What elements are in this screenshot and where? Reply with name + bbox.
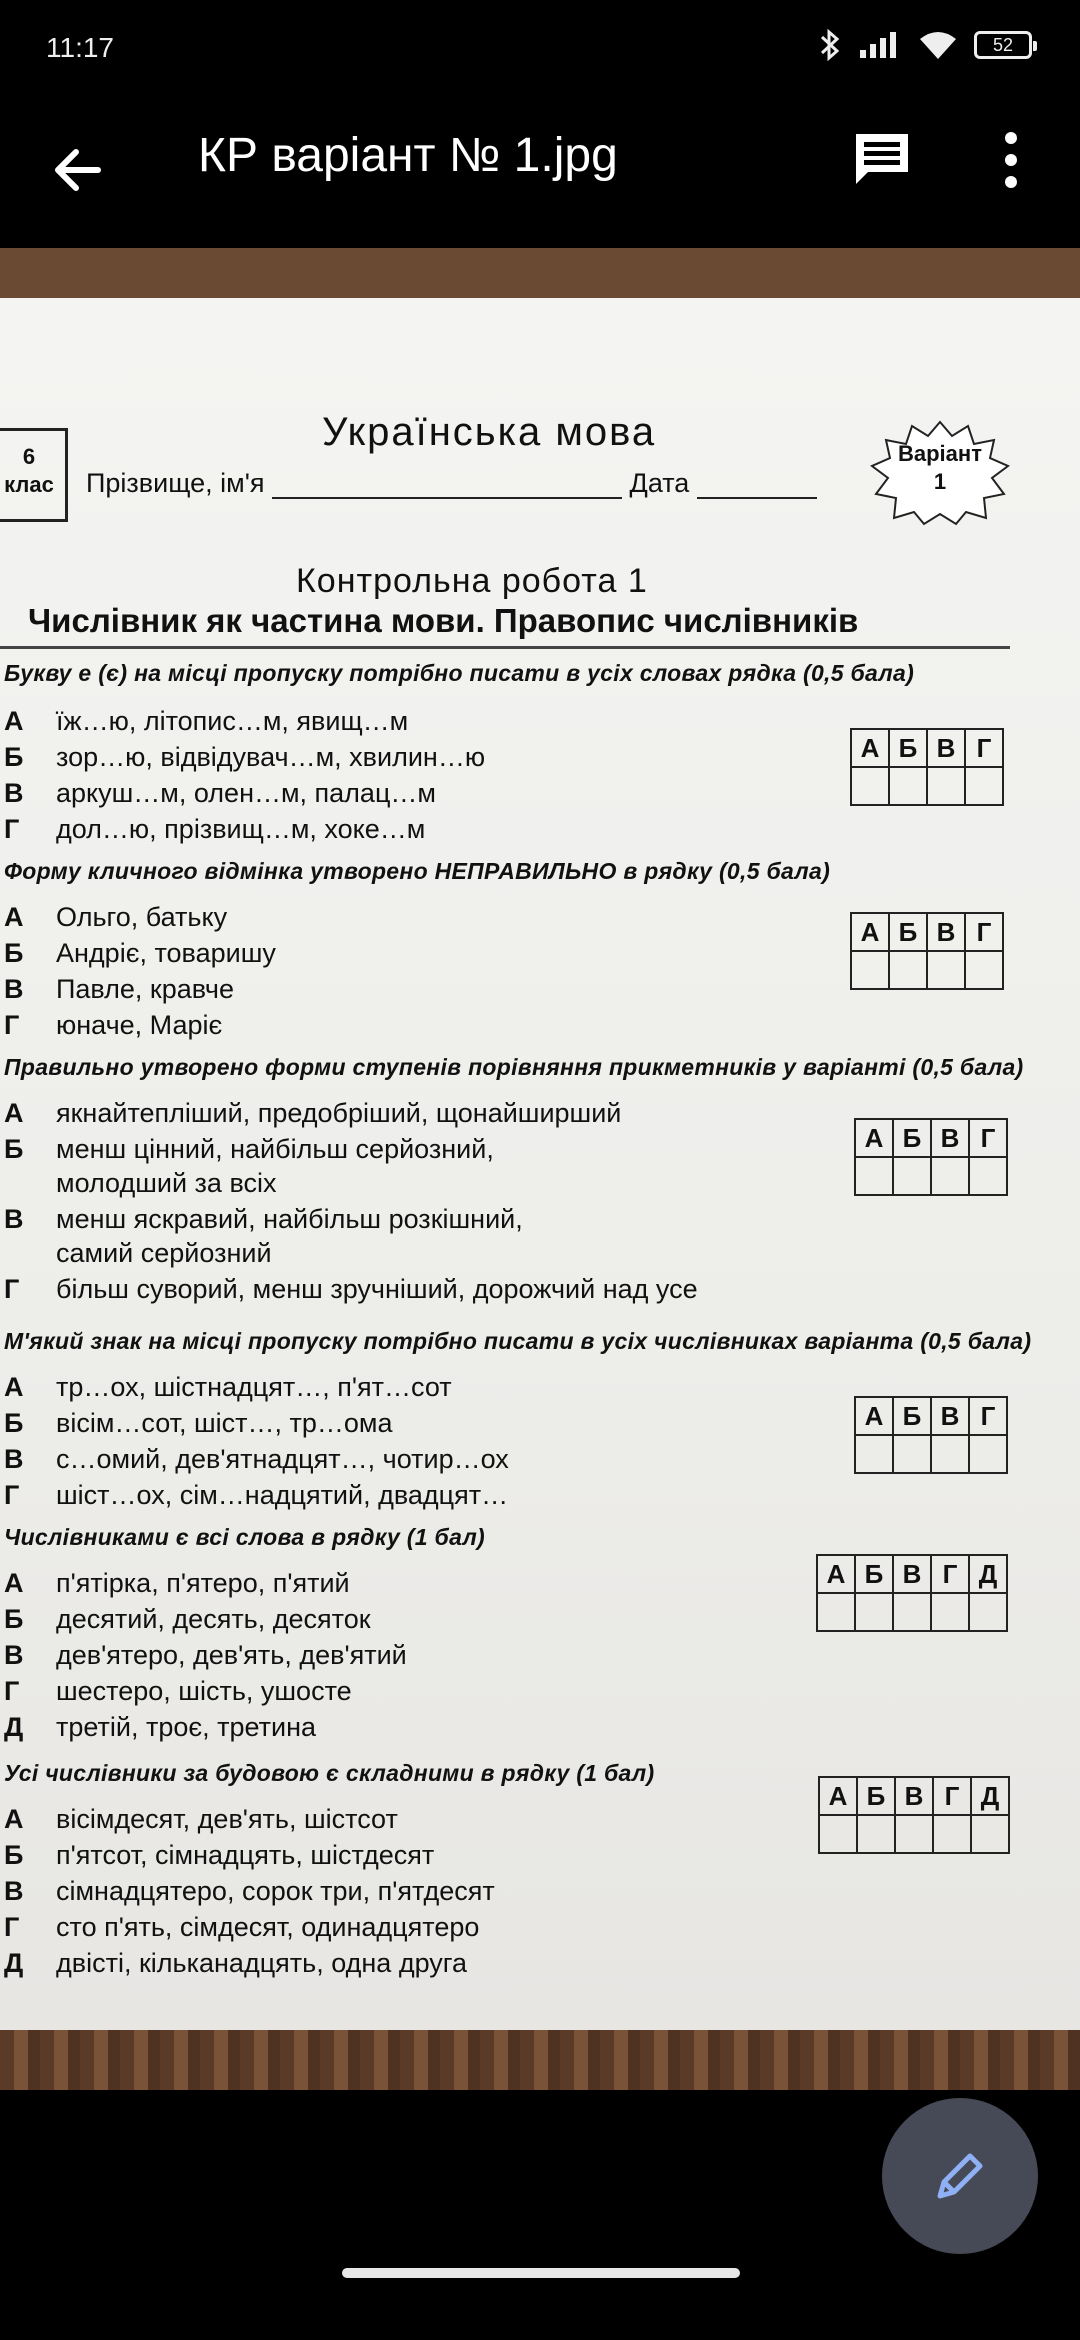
variant-badge [870,418,1010,526]
list-item: самий серйозний [56,1238,272,1268]
back-arrow-icon[interactable] [48,140,108,200]
variant-label: Варіант [898,441,982,466]
list-item: молодший за всіх [56,1168,277,1198]
answer-grid: А Б В Г Д [816,1554,1008,1632]
status-icons [818,28,1032,62]
signal-icon [858,30,902,60]
list-item: А вісімдесят, дев'ять, шістсот [4,1804,398,1834]
list-item: А їж…ю, літопис…м, явищ…м [4,706,409,736]
status-bar [0,0,1080,100]
bluetooth-icon [818,28,842,62]
list-item: В аркуш…м, олен…м, палац…м [4,778,436,808]
answer-grid: А Б В Г [854,1396,1008,1474]
rug-background [0,2030,1080,2090]
answer-grid: А Б В Г Д [818,1776,1010,1854]
list-item: Д третій, троє, третина [4,1712,317,1742]
list-item: Г більш суворий, менш зручніший, дорожчий над усе [4,1274,698,1304]
edit-button[interactable] [882,2098,1038,2254]
more-vert-icon[interactable] [996,130,1026,190]
answer-grid: А Б В Г [850,912,1004,990]
list-item: В менш яскравий, найбільш розкішний, [4,1204,523,1234]
battery-icon [974,31,1032,59]
list-item: А Ольго, батьку [4,902,228,932]
list-item: Б Андріє, товаришу [4,938,276,968]
list-item: Г сто п'ять, сімдесят, одинадцятеро [4,1912,480,1942]
list-item: В дев'ятеро, дев'ять, дев'ятий [4,1640,407,1670]
question-1: Букву е (є) на місці пропуску потрібно писати в усіх словах рядка (0,5 бала) [4,660,915,686]
photo-viewer[interactable] [0,248,1080,2090]
question-4: М'який знак на місці пропуску потрібно писати в усіх числівниках варіанта (0,5 бала) [4,1328,1032,1354]
list-item: Б десятий, десять, десяток [4,1604,371,1634]
date-label: Дата [629,468,690,498]
test-paper [0,298,1080,2033]
list-item: Б зор…ю, відвідувач…м, хвилин…ю [4,742,486,772]
battery-level: 52 [992,34,1014,55]
answer-grid: А Б В Г [850,728,1004,806]
list-item: А якнайтепліший, предобріший, щонайширший [4,1098,622,1128]
class-word: клас [4,472,54,497]
class-box [0,428,68,522]
question-2: Форму кличного відмінка утворено НЕПРАВИЛЬНО в рядку (0,5 бала) [4,858,831,884]
question-3: Правильно утворено форми ступенів порівняння прикметників у варіанті (0,5 бала) [4,1054,1024,1080]
list-item: Б менш цінний, найбільш серйозний, [4,1134,494,1164]
answer-grid: А Б В Г [854,1118,1008,1196]
list-item: Д двісті, кільканадцять, одна друга [4,1948,468,1978]
list-item: В с…омий, дев'ятнадцят…, чотир…ох [4,1444,509,1474]
list-item: В сімнадцятеро, сорок три, п'ятдесят [4,1876,495,1906]
question-6: Усі числівники за будовою є складними в рядку (1 бал) [4,1760,655,1786]
app-bar [0,100,1080,248]
topic-title: Числівник як частина мови. Правопис числівників [28,602,859,639]
list-item: Б п'ятсот, сімнадцять, шістдесят [4,1840,435,1870]
comment-icon[interactable] [850,126,914,190]
list-item: Г дол…ю, прізвищ…м, хоке…м [4,814,426,844]
list-item: Б вісім…сот, шіст…, тр…ома [4,1408,393,1438]
file-title: КР варіант № 1.jpg [198,129,618,182]
list-item: В Павле, кравче [4,974,234,1004]
wifi-icon [918,29,958,61]
list-item: А тр…ох, шістнадцят…, п'ят…сот [4,1372,452,1402]
surname-label: Прізвище, ім'я [86,468,265,498]
work-title: Контрольна робота 1 [296,562,648,600]
list-item: Г шіст…ох, сім…надцятий, двадцят… [4,1480,509,1510]
list-item: Г юначе, Маріє [4,1010,223,1040]
home-indicator[interactable] [342,2268,740,2278]
name-field [86,468,817,499]
divider [0,646,1010,649]
pencil-icon [930,2146,990,2206]
status-time: 11:17 [46,32,114,63]
list-item: Г шестеро, шість, ушосте [4,1676,352,1706]
question-5: Числівниками є всі слова в рядку (1 бал) [4,1524,486,1550]
subject-title: Українська мова [322,410,657,454]
variant-number: 1 [933,469,947,494]
class-number: 6 [22,444,36,469]
list-item: А п'ятірка, п'ятеро, п'ятий [4,1568,350,1598]
